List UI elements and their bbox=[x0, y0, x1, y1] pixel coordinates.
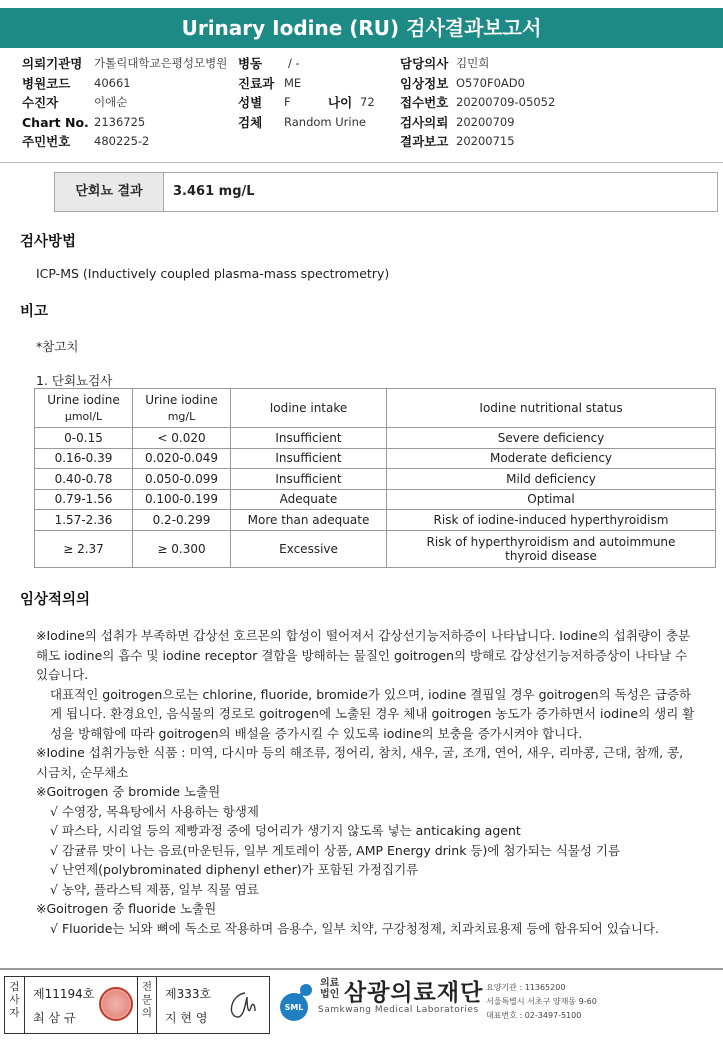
cell: Insufficient bbox=[231, 428, 387, 449]
official-seal-icon bbox=[99, 987, 133, 1021]
bullet-item: √ 감귤류 맛이 나는 음료(마운틴듀, 일부 게토레이 상품, AMP Energy drink 등)에 첨가되는 식물성 기름 bbox=[50, 842, 621, 858]
request-value: 20200709 bbox=[456, 114, 515, 129]
header-mgl bbox=[133, 389, 231, 428]
id-value: 480225-2 bbox=[94, 134, 150, 148]
cell: 0.2-0.299 bbox=[133, 510, 231, 531]
cell: 0-0.15 bbox=[35, 428, 133, 449]
receipt-value: 20200709-05052 bbox=[456, 95, 556, 109]
clinical-paragraph: ※Iodine 섭취가능한 식품 : 미역, 다시마 등의 해조류, 정어리, 참치, 새우, 굴, 조개, 연어, 새우, 리마콩, 근대, 참깨, 콩, 시금치, 순무채소 bbox=[36, 745, 684, 780]
header-umol-line1: Urine iodine bbox=[47, 392, 120, 407]
header-mgl-line2: mg/L bbox=[167, 409, 196, 423]
result-value: 3.461 mg/L bbox=[173, 184, 255, 199]
bullet-item: √ 농약, 플라스틱 제품, 일부 직물 염료 bbox=[50, 881, 259, 897]
cell: Risk of iodine-induced hyperthyroidism bbox=[387, 510, 716, 531]
code-value: 40661 bbox=[94, 75, 131, 90]
ward-label: 병동 bbox=[238, 56, 263, 71]
info-row bbox=[22, 113, 712, 133]
phone-number: 대표번호 : 02-3497-5100 bbox=[486, 1011, 582, 1020]
header-intake: Iodine intake bbox=[231, 389, 387, 428]
clinical-heading: 임상적의의 bbox=[20, 592, 91, 608]
inspector-name: 최 삼 규 bbox=[33, 1011, 76, 1025]
footer-divider bbox=[0, 968, 723, 970]
request-label: 검사의뢰 bbox=[400, 114, 449, 130]
cell: ≥ 0.300 bbox=[133, 530, 231, 567]
sex-label: 성별 bbox=[238, 95, 263, 110]
license-number: 요양기관 : 11365200 bbox=[486, 983, 566, 992]
patient-label: 수진자 bbox=[22, 95, 59, 110]
clinical-paragraph: ※Goitrogen 중 fluoride 노출원 bbox=[36, 901, 217, 916]
patient-value: 이애순 bbox=[94, 95, 128, 109]
org-prefix: 의료 법인 bbox=[320, 978, 340, 1000]
info-row bbox=[22, 132, 712, 152]
header-umol bbox=[35, 389, 133, 428]
age-label: 나이 bbox=[328, 95, 353, 110]
code-label: 병원코드 bbox=[22, 75, 71, 91]
divider bbox=[0, 162, 723, 163]
age-value: 72 bbox=[360, 95, 375, 109]
result-label: 단회뇨 결과 bbox=[55, 173, 164, 211]
doctor-value: 김민희 bbox=[456, 56, 490, 70]
specimen-label: 검체 bbox=[238, 114, 263, 130]
header-umol-line2: μmol/L bbox=[64, 409, 103, 423]
header-mgl-line1: Urine iodine bbox=[145, 392, 218, 407]
cell: 0.16-0.39 bbox=[35, 448, 133, 469]
info-row bbox=[22, 74, 712, 94]
ward-value: / - bbox=[288, 56, 300, 70]
method-text: ICP-MS (Inductively coupled plasma-mass spectrometry) bbox=[36, 266, 390, 281]
cell: Mild deficiency bbox=[387, 469, 716, 490]
org-name: 삼광의료재단 bbox=[344, 980, 484, 1006]
reference-note: *참고치 bbox=[36, 339, 79, 354]
table-row bbox=[35, 489, 716, 510]
cell: Excessive bbox=[231, 530, 387, 567]
report-date-label: 결과보고 bbox=[400, 134, 449, 149]
report-date-value: 20200715 bbox=[456, 134, 515, 148]
cell: 0.050-0.099 bbox=[133, 469, 231, 490]
cell: Adequate bbox=[231, 489, 387, 510]
table-row bbox=[35, 428, 716, 449]
signature-icon bbox=[221, 985, 261, 1025]
cell: Insufficient bbox=[231, 448, 387, 469]
chart-label: Chart No. bbox=[22, 114, 89, 130]
doctor-label: 담당의사 bbox=[400, 56, 449, 71]
table-row bbox=[35, 448, 716, 469]
table-row bbox=[35, 469, 716, 490]
sml-logo-icon bbox=[272, 980, 316, 1024]
sex-value: F bbox=[284, 95, 291, 109]
info-row bbox=[22, 93, 712, 113]
id-label: 주민번호 bbox=[22, 134, 71, 149]
result-box bbox=[54, 172, 718, 212]
method-heading: 검사방법 bbox=[20, 234, 77, 250]
cell: Risk of hyperthyroidism and autoimmune thyroid disease bbox=[387, 530, 716, 567]
cell: 0.020-0.049 bbox=[133, 448, 231, 469]
hospital-value: 가톨릭대학교은평성모병원 bbox=[94, 56, 228, 70]
specimen-value: Random Urine bbox=[284, 114, 366, 129]
header-status: Iodine nutritional status bbox=[387, 389, 716, 428]
specialist-label: 전문의 bbox=[137, 977, 157, 1033]
dept-label: 진료과 bbox=[238, 75, 275, 91]
reference-table bbox=[34, 388, 716, 568]
inspector-label: 검사자 bbox=[5, 977, 25, 1033]
bullet-item: √ 난연제(polybrominated diphenyl ether)가 포함된 가정집기류 bbox=[50, 862, 419, 877]
cell: < 0.020 bbox=[133, 428, 231, 449]
cell: 0.79-1.56 bbox=[35, 489, 133, 510]
cell: Severe deficiency bbox=[387, 428, 716, 449]
inspector-number: 제11194호 bbox=[33, 987, 95, 1001]
cell: Insufficient bbox=[231, 469, 387, 490]
clinical-paragraph: ※Goitrogen 중 bromide 노출원 bbox=[36, 784, 221, 799]
clinical-info-label: 임상정보 bbox=[400, 75, 449, 91]
dept-value: ME bbox=[284, 75, 302, 90]
chart-value: 2136725 bbox=[94, 114, 146, 129]
table-row bbox=[35, 530, 716, 567]
clinical-significance bbox=[36, 626, 696, 938]
clinical-info-value: O570F0AD0 bbox=[456, 75, 525, 90]
bullet-item: √ Fluoride는 뇌와 뼈에 독소로 작용하며 음용수, 일부 치약, 구강청정제, 치과치료용제 등에 함유되어 있습니다. bbox=[50, 920, 659, 936]
signature-box bbox=[4, 976, 270, 1034]
specialist-name: 지 현 영 bbox=[165, 1011, 208, 1025]
cell: Moderate deficiency bbox=[387, 448, 716, 469]
logo-text: SML bbox=[284, 1003, 304, 1012]
report-title: Urinary Iodine (RU) 검사결과보고서 bbox=[0, 8, 723, 48]
patient-info-block bbox=[22, 54, 712, 152]
table-title: 1. 단회뇨검사 bbox=[36, 373, 113, 388]
table-header-row bbox=[35, 389, 716, 428]
cell: 0.40-0.78 bbox=[35, 469, 133, 490]
receipt-label: 접수번호 bbox=[400, 95, 449, 110]
bullet-item: √ 수영장, 목욕탕에서 사용하는 항생제 bbox=[50, 803, 259, 819]
cell: 1.57-2.36 bbox=[35, 510, 133, 531]
cell: Optimal bbox=[387, 489, 716, 510]
org-english-name: Samkwang Medical Laboratories bbox=[318, 1005, 479, 1015]
hospital-label: 의뢰기관명 bbox=[22, 56, 83, 71]
bullet-item: √ 파스타, 시리얼 등의 제빵과정 중에 덩어리가 생기지 않도록 넣는 anticaking agent bbox=[50, 823, 521, 838]
cell: 0.100-0.199 bbox=[133, 489, 231, 510]
cell: ≥ 2.37 bbox=[35, 530, 133, 567]
cell: More than adequate bbox=[231, 510, 387, 531]
table-row bbox=[35, 510, 716, 531]
clinical-paragraph: ※Iodine의 섭취가 부족하면 갑상선 호르몬의 합성이 떨어져서 갑상선기능저하증이 나타납니다. Iodine의 섭취량이 충분해도 iodine의 흡수 및 iodine receptor 결합을 방해하는 물질인 goitrogen의 방해로 갑상선기능저하증상이 나타날 수 있습니다. bbox=[36, 628, 691, 682]
address: 서울특별시 서초구 양재동 9-60 bbox=[486, 997, 597, 1006]
info-row bbox=[22, 54, 712, 74]
specialist-number: 제333호 bbox=[165, 987, 212, 1001]
clinical-paragraph: 대표적인 goitrogen으로는 chlorine, fluoride, bromide가 있으며, iodine 결핍일 경우 goitrogen의 독성은 급증하게 됩니다. 환경요인, 음식물의 경로로 goitrogen에 노출된 경우 체내 goitrogen 농도가 증가하면서 iodine의 생리 활성을 방해함에 따라 goitrogen의 배설을 증가시킬 수 있도록 iodine의 보충을 증가시켜야 합니다. bbox=[50, 686, 695, 741]
remarks-heading: 비고 bbox=[20, 304, 49, 320]
